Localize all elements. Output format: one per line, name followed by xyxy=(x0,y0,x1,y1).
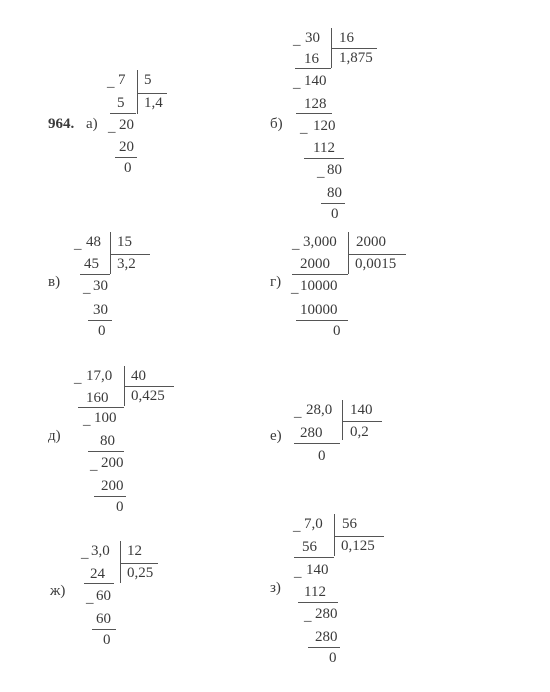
minus-sign: _ xyxy=(317,164,325,180)
final-remainder: 0 xyxy=(333,323,341,339)
divisor: 40 xyxy=(131,368,146,384)
label-a: а) xyxy=(86,116,98,132)
subtraction-line xyxy=(92,629,116,630)
dividend: 3,0 xyxy=(91,543,110,559)
label-v: в) xyxy=(48,274,61,290)
quotient-line xyxy=(331,48,377,49)
division-bar xyxy=(110,232,111,274)
quotient: 0,125 xyxy=(341,538,375,554)
subtrahend: 80 xyxy=(327,185,342,201)
quotient-line xyxy=(110,254,150,255)
divisor: 5 xyxy=(144,72,152,88)
division-bar xyxy=(342,400,343,440)
divisor: 56 xyxy=(342,516,357,532)
quotient-line xyxy=(348,254,406,255)
subtrahend: 280 xyxy=(315,629,338,645)
subtrahend: 24 xyxy=(90,566,105,582)
remainder: 140 xyxy=(304,73,327,89)
minus-sign: _ xyxy=(74,370,82,386)
dividend: 3,000 xyxy=(303,234,337,250)
subtraction-line xyxy=(78,407,124,408)
remainder: 140 xyxy=(306,562,329,578)
divisor: 12 xyxy=(127,543,142,559)
final-remainder: 0 xyxy=(103,632,111,648)
divisor: 2000 xyxy=(356,234,386,250)
subtraction-line xyxy=(292,274,348,275)
division-bar xyxy=(334,514,335,556)
subtraction-line xyxy=(110,113,136,114)
subtraction-line xyxy=(321,203,345,204)
division-bar xyxy=(348,232,349,274)
subtrahend: 280 xyxy=(300,425,323,441)
minus-sign: _ xyxy=(81,545,89,561)
remainder: 80 xyxy=(327,162,342,178)
division-bar xyxy=(120,541,121,583)
minus-sign: _ xyxy=(304,608,312,624)
subtrahend: 80 xyxy=(100,433,115,449)
dividend: 7 xyxy=(118,72,126,88)
minus-sign: _ xyxy=(292,236,300,252)
minus-sign: _ xyxy=(86,590,94,606)
subtrahend: 2000 xyxy=(300,256,330,272)
label-z: з) xyxy=(270,580,281,596)
minus-sign: _ xyxy=(293,75,301,91)
problem-number: 964. xyxy=(48,116,75,132)
minus-sign: _ xyxy=(294,404,302,420)
final-remainder: 0 xyxy=(116,499,124,515)
quotient: 3,2 xyxy=(117,256,136,272)
final-remainder: 0 xyxy=(331,206,339,222)
remainder: 200 xyxy=(101,455,124,471)
subtraction-line xyxy=(296,113,332,114)
subtrahend: 16 xyxy=(304,51,319,67)
minus-sign: _ xyxy=(293,518,301,534)
subtraction-line xyxy=(296,320,348,321)
subtrahend: 30 xyxy=(93,302,108,318)
quotient: 0,425 xyxy=(131,388,165,404)
remainder: 100 xyxy=(94,410,117,426)
remainder: 60 xyxy=(96,588,111,604)
quotient: 0,0015 xyxy=(355,256,397,272)
subtraction-line xyxy=(308,647,340,648)
subtrahend: 112 xyxy=(313,140,335,156)
subtraction-line xyxy=(80,274,110,275)
subtrahend: 112 xyxy=(304,584,326,600)
subtraction-line xyxy=(88,320,112,321)
dividend: 30 xyxy=(305,30,320,46)
quotient-line xyxy=(342,421,382,422)
minus-sign: _ xyxy=(108,119,116,135)
subtrahend: 60 xyxy=(96,611,111,627)
minus-sign: _ xyxy=(74,236,82,252)
subtrahend: 160 xyxy=(86,390,109,406)
label-e: е) xyxy=(270,428,282,444)
subtrahend: 10000 xyxy=(300,302,338,318)
minus-sign: _ xyxy=(300,120,308,136)
quotient: 1,875 xyxy=(339,50,373,66)
dividend: 28,0 xyxy=(306,402,333,418)
subtraction-line xyxy=(294,443,340,444)
subtrahend: 56 xyxy=(302,539,317,555)
subtrahend: 45 xyxy=(84,256,99,272)
subtraction-line xyxy=(84,583,114,584)
minus-sign: _ xyxy=(83,280,91,296)
remainder: 280 xyxy=(315,606,338,622)
minus-sign: _ xyxy=(291,280,299,296)
quotient: 0,2 xyxy=(350,424,369,440)
label-d: д) xyxy=(48,428,61,444)
remainder: 20 xyxy=(119,117,134,133)
subtraction-line xyxy=(88,451,124,452)
subtraction-line xyxy=(304,158,344,159)
label-g: г) xyxy=(270,274,282,290)
minus-sign: _ xyxy=(90,457,98,473)
label-b: б) xyxy=(270,116,283,132)
subtraction-line xyxy=(298,602,338,603)
dividend: 7,0 xyxy=(304,516,323,532)
subtraction-line xyxy=(295,68,331,69)
division-bar xyxy=(137,70,138,114)
remainder: 30 xyxy=(93,278,108,294)
final-remainder: 0 xyxy=(124,160,132,176)
dividend: 48 xyxy=(86,234,101,250)
dividend: 17,0 xyxy=(86,368,113,384)
subtrahend: 5 xyxy=(117,95,125,111)
remainder: 10000 xyxy=(300,278,338,294)
divisor: 15 xyxy=(117,234,132,250)
label-zh: ж) xyxy=(50,583,66,599)
divisor: 140 xyxy=(350,402,373,418)
minus-sign: _ xyxy=(83,412,91,428)
minus-sign: _ xyxy=(107,74,115,90)
quotient: 0,25 xyxy=(127,565,154,581)
divisor: 16 xyxy=(339,30,354,46)
subtraction-line xyxy=(294,557,334,558)
subtraction-line xyxy=(94,496,126,497)
final-remainder: 0 xyxy=(329,650,337,666)
subtrahend: 128 xyxy=(304,96,327,112)
final-remainder: 0 xyxy=(98,323,106,339)
minus-sign: _ xyxy=(294,564,302,580)
quotient-line xyxy=(334,536,384,537)
quotient-line xyxy=(120,563,158,564)
quotient-line xyxy=(137,93,167,94)
quotient-line xyxy=(124,386,174,387)
minus-sign: _ xyxy=(293,32,301,48)
subtrahend: 200 xyxy=(101,478,124,494)
remainder: 120 xyxy=(313,118,336,134)
subtrahend: 20 xyxy=(119,139,134,155)
quotient: 1,4 xyxy=(144,95,163,111)
subtraction-line xyxy=(115,157,137,158)
final-remainder: 0 xyxy=(318,448,326,464)
